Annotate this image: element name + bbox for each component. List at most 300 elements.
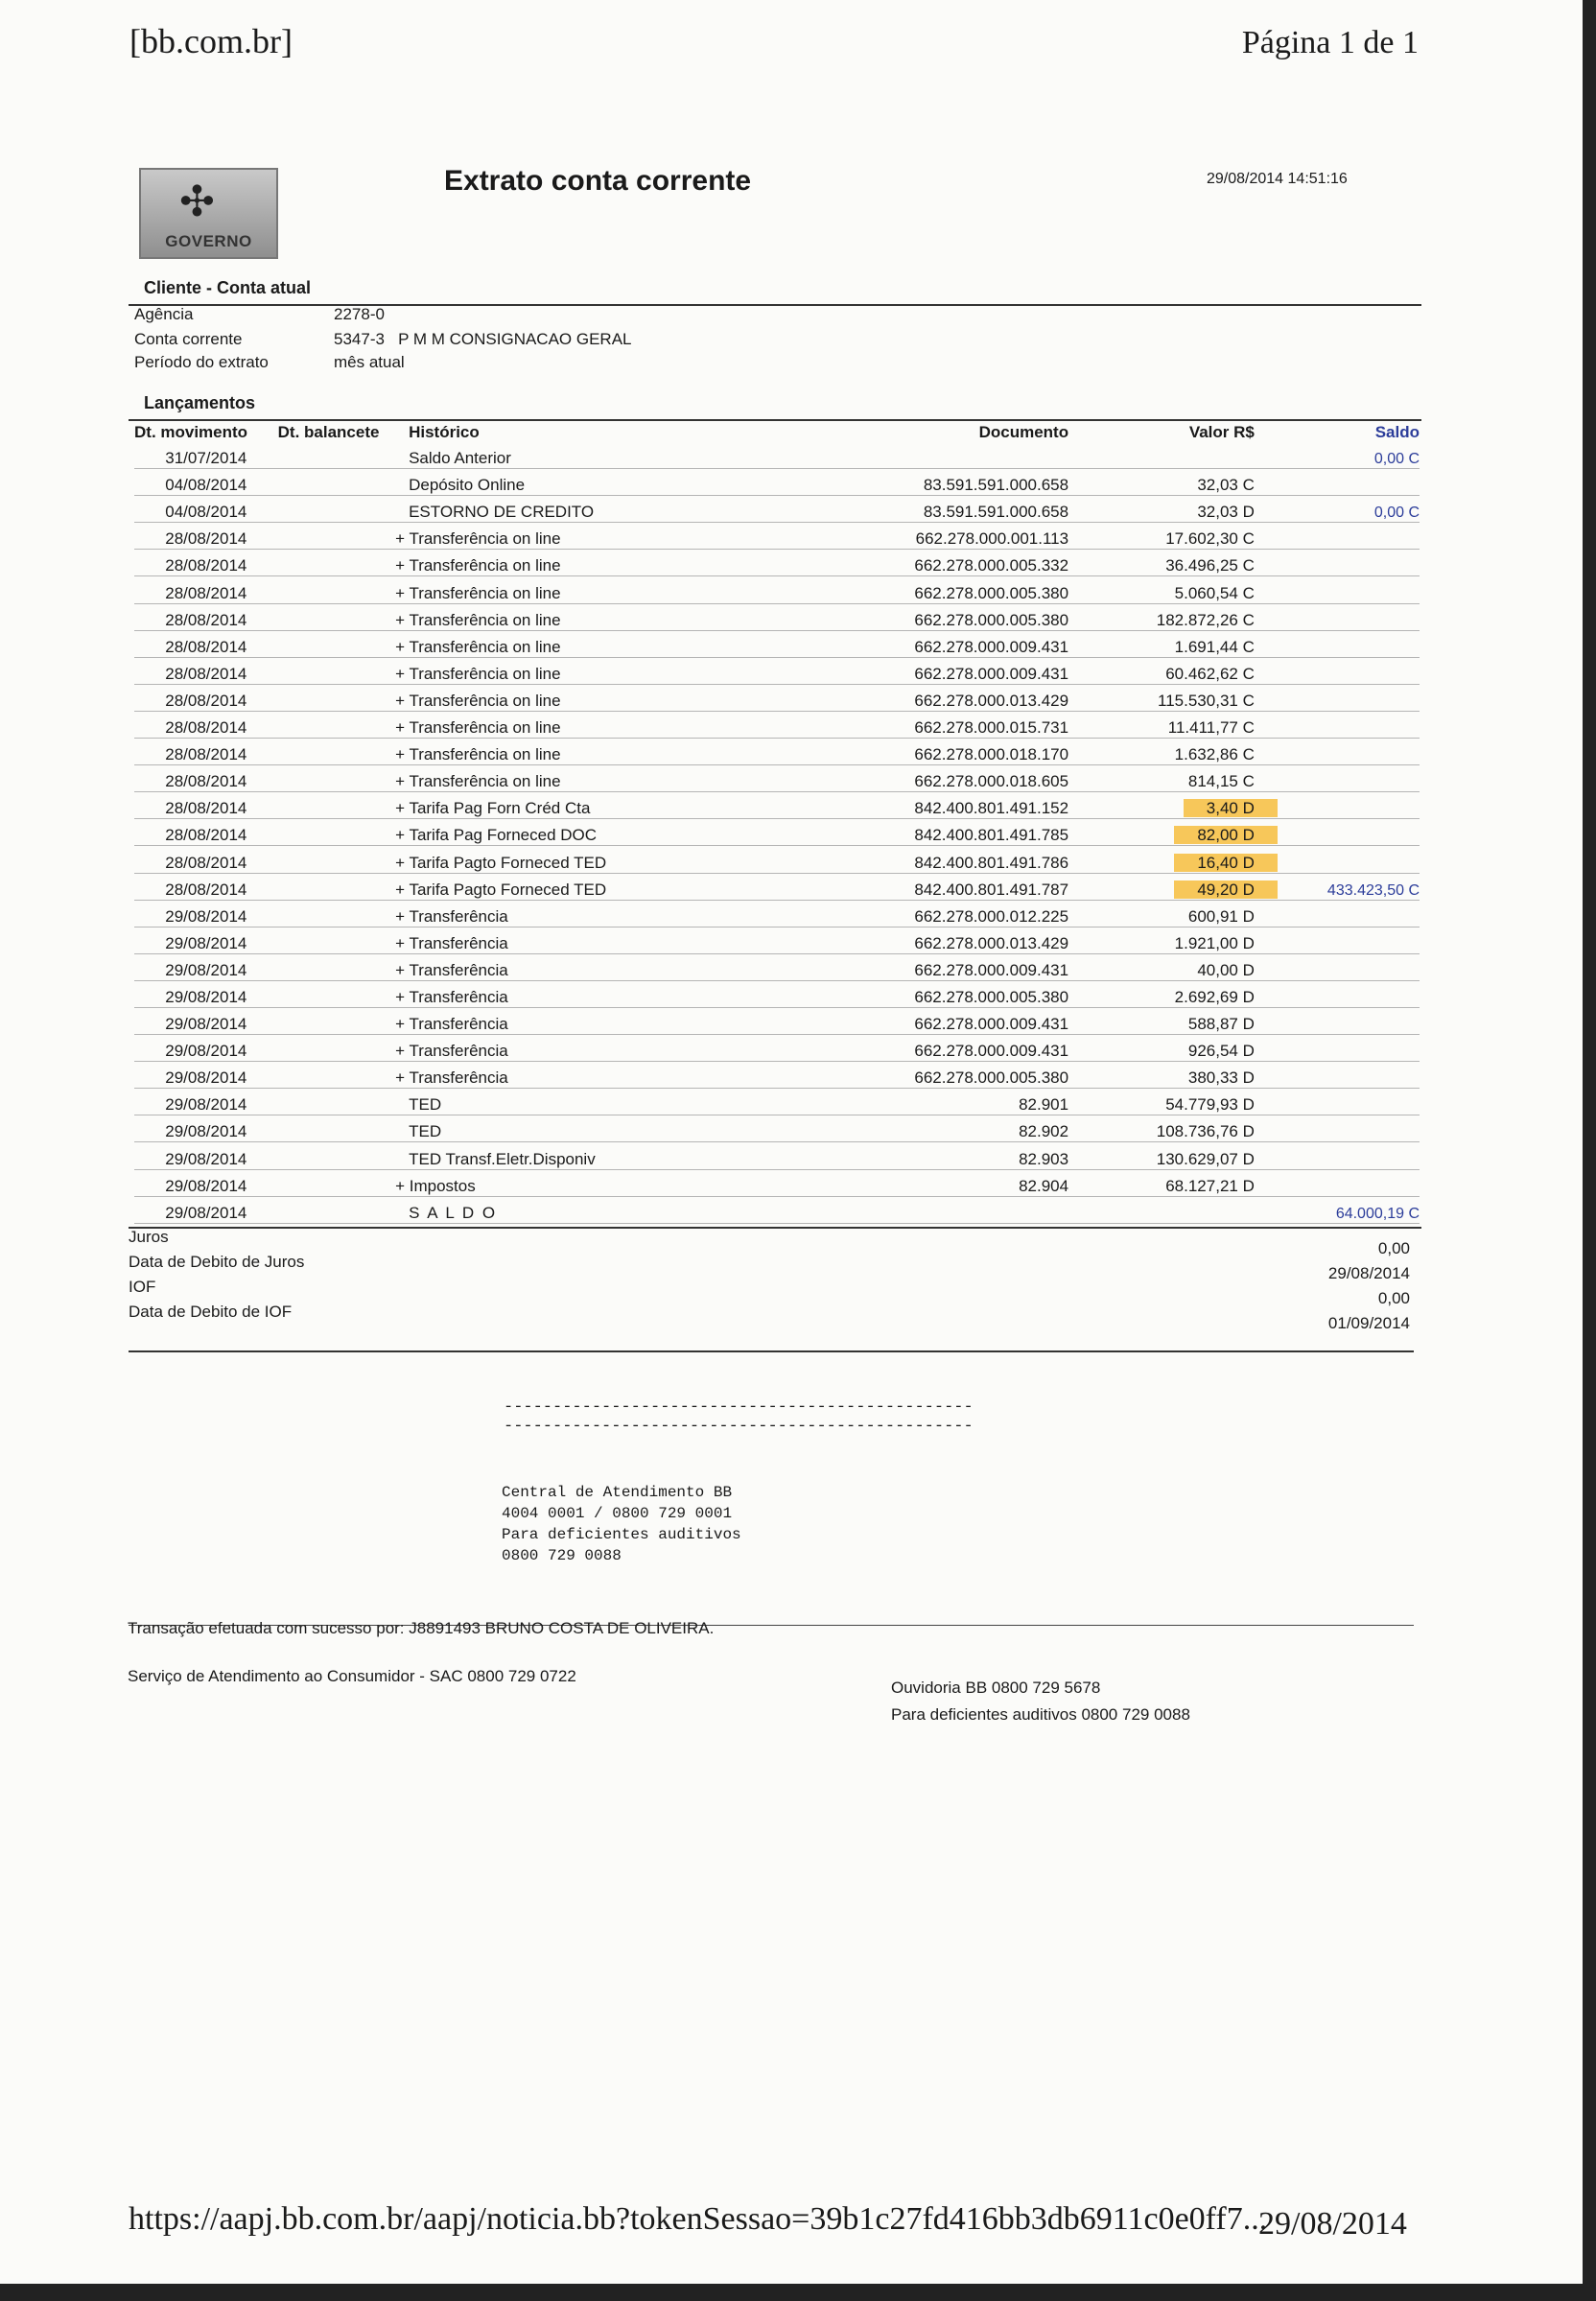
- cell-saldo: [1278, 765, 1420, 792]
- cell-valor-text: [1255, 449, 1278, 467]
- cliente-section-title: Cliente - Conta atual: [144, 278, 312, 297]
- cell-documento-text: 842.400.801.491.152: [914, 799, 1069, 818]
- cell-documento-text: 662.278.000.018.170: [914, 745, 1069, 764]
- cell-dt-movimento: [134, 927, 278, 953]
- cell-valor-text: 36.496,25 C: [1165, 556, 1255, 575]
- cell-valor-text: 3,40 D: [1184, 799, 1278, 817]
- cell-saldo: [1278, 1169, 1420, 1196]
- col-documento: Documento: [978, 423, 1069, 441]
- cell-dt-balancete: [278, 576, 395, 603]
- cell-valor: [1068, 576, 1278, 603]
- cell-valor-text: 1.691,44 C: [1174, 637, 1255, 656]
- cell-dt-movimento-text: 29/08/2014: [165, 1122, 247, 1141]
- table-row: [134, 1035, 1420, 1062]
- table-row: [134, 1196, 1420, 1223]
- table-row: [134, 792, 1420, 819]
- cell-saldo: [1278, 819, 1420, 846]
- cell-dt-movimento: [134, 603, 278, 630]
- cell-dt-movimento: [134, 792, 278, 819]
- data-debito-iof-label: Data de Debito de IOF: [129, 1303, 293, 1321]
- cell-historico: [395, 819, 852, 846]
- cell-saldo: [1278, 603, 1420, 630]
- cell-historico-text: + Tarifa Pag Forneced DOC: [395, 826, 598, 845]
- cell-documento-text: 662.278.000.009.431: [914, 1042, 1069, 1061]
- cell-dt-balancete: [278, 792, 395, 819]
- cell-dt-balancete: [278, 1196, 395, 1223]
- cell-valor-text: [1255, 1204, 1278, 1222]
- cell-documento: [852, 576, 1068, 603]
- cell-dt-balancete: [278, 739, 395, 765]
- cell-dt-movimento-text: 28/08/2014: [165, 799, 247, 818]
- cell-dt-movimento-text: 29/08/2014: [165, 1176, 247, 1195]
- cell-dt-balancete: [278, 1169, 395, 1196]
- cell-documento-text: 662.278.000.018.605: [914, 772, 1069, 791]
- cell-dt-movimento: [134, 765, 278, 792]
- cell-saldo: [1278, 980, 1420, 1007]
- cell-valor-text: 130.629,07 D: [1156, 1149, 1255, 1168]
- cell-documento-text: 842.400.801.491.786: [914, 853, 1069, 872]
- cell-historico: [395, 630, 852, 657]
- cell-dt-movimento: [134, 1196, 278, 1223]
- table-row: [134, 739, 1420, 765]
- col-dt-movimento: Dt. movimento: [134, 423, 248, 441]
- cell-dt-movimento-text: 29/08/2014: [165, 933, 247, 952]
- cell-dt-balancete: [278, 1115, 395, 1142]
- cell-valor: [1068, 1169, 1278, 1196]
- cell-historico: [395, 1196, 852, 1223]
- cell-dt-movimento: [134, 576, 278, 603]
- cell-documento: [852, 1115, 1068, 1142]
- cell-dt-movimento: [134, 1115, 278, 1142]
- cell-documento-text: 83.591.591.000.658: [923, 503, 1069, 522]
- cell-documento-text: 82.902: [1019, 1122, 1069, 1141]
- cell-saldo: [1278, 496, 1420, 523]
- conta-value: 5347-3 P M M CONSIGNACAO GERAL: [334, 330, 632, 348]
- cell-historico: [395, 765, 852, 792]
- cell-valor-text: 54.779,93 D: [1165, 1095, 1255, 1115]
- cell-historico: [395, 684, 852, 711]
- cell-historico-text: + Transferência: [395, 1042, 508, 1061]
- cell-valor: [1068, 1007, 1278, 1034]
- cell-dt-movimento-text: 28/08/2014: [165, 853, 247, 872]
- cell-dt-movimento-text: 28/08/2014: [165, 529, 247, 549]
- cell-dt-movimento-text: 29/08/2014: [165, 906, 247, 926]
- cell-documento-text: 662.278.000.005.380: [914, 583, 1069, 602]
- cell-dt-movimento: [134, 1062, 278, 1089]
- cell-saldo: [1278, 442, 1420, 469]
- table-row: [134, 953, 1420, 980]
- cell-dt-balancete: [278, 469, 395, 496]
- cell-historico-text: + Transferência on line: [395, 718, 561, 738]
- cell-dt-movimento-text: 28/08/2014: [165, 745, 247, 764]
- cell-dt-balancete: [278, 953, 395, 980]
- cell-saldo: [1278, 684, 1420, 711]
- table-row: [134, 684, 1420, 711]
- cell-saldo: [1278, 1196, 1420, 1223]
- cell-documento: [852, 550, 1068, 576]
- cell-documento: [852, 1035, 1068, 1062]
- periodo-value: mês atual: [334, 353, 405, 371]
- scan-border-bottom: [0, 2284, 1596, 2301]
- cell-valor-text: 16,40 D: [1174, 854, 1278, 872]
- cell-dt-balancete: [278, 1089, 395, 1115]
- cell-documento: [852, 711, 1068, 738]
- cell-dt-balancete: [278, 603, 395, 630]
- section-divider: [129, 1350, 1414, 1352]
- cell-valor-text: 60.462,62 C: [1165, 664, 1255, 683]
- dashed-separator: ------------------------------------------------: [504, 1398, 974, 1417]
- cell-documento: [852, 1196, 1068, 1223]
- cell-dt-movimento: [134, 1142, 278, 1169]
- cell-saldo: [1278, 550, 1420, 576]
- data-debito-iof-value: 01/09/2014: [1327, 1314, 1410, 1332]
- cell-valor: [1068, 1062, 1278, 1089]
- cell-documento-text: 662.278.000.012.225: [914, 906, 1069, 926]
- cell-dt-movimento-text: 28/08/2014: [165, 583, 247, 602]
- cell-dt-movimento: [134, 496, 278, 523]
- cell-historico: [395, 442, 852, 469]
- cell-valor: [1068, 496, 1278, 523]
- table-row: [134, 469, 1420, 496]
- cell-documento-text: 842.400.801.491.787: [914, 880, 1069, 899]
- ouvidoria-line: Ouvidoria BB 0800 729 5678: [891, 1679, 1101, 1697]
- col-saldo: Saldo: [1374, 423, 1420, 441]
- cell-documento: [852, 819, 1068, 846]
- cell-saldo: [1278, 657, 1420, 684]
- cell-documento: [852, 792, 1068, 819]
- cell-historico: [395, 576, 852, 603]
- cell-historico: [395, 657, 852, 684]
- cell-valor: [1068, 765, 1278, 792]
- cell-valor: [1068, 550, 1278, 576]
- cell-saldo: [1278, 1089, 1420, 1115]
- cell-saldo: [1278, 576, 1420, 603]
- cell-valor: [1068, 900, 1278, 927]
- cell-historico: [395, 711, 852, 738]
- table-row: [134, 873, 1420, 900]
- cell-dt-movimento-text: 28/08/2014: [165, 826, 247, 845]
- ouvidoria-accessibility-line: Para deficientes auditivos 0800 729 0088: [891, 1705, 1190, 1724]
- cell-documento: [852, 1169, 1068, 1196]
- cell-documento: [852, 523, 1068, 550]
- cell-valor-text: 49,20 D: [1174, 880, 1278, 899]
- cell-saldo: [1278, 900, 1420, 927]
- cell-documento-text: 662.278.000.009.431: [914, 664, 1069, 683]
- cell-dt-movimento: [134, 1007, 278, 1034]
- cell-historico-text: + Transferência on line: [395, 691, 561, 710]
- cell-historico-text: + Transferência on line: [395, 583, 561, 602]
- cell-dt-movimento: [134, 980, 278, 1007]
- cell-valor: [1068, 442, 1278, 469]
- cell-documento-text: 662.278.000.013.429: [914, 691, 1069, 710]
- table-row: [134, 980, 1420, 1007]
- cell-valor: [1068, 739, 1278, 765]
- cell-historico: [395, 523, 852, 550]
- footer-date: 29/08/2014: [1258, 2206, 1407, 2242]
- cell-documento-text: 662.278.000.005.332: [914, 556, 1069, 575]
- cell-historico-text: + Transferência: [395, 1015, 508, 1034]
- cell-saldo: [1278, 846, 1420, 873]
- table-row: [134, 765, 1420, 792]
- cell-dt-balancete: [278, 873, 395, 900]
- cell-dt-movimento: [134, 873, 278, 900]
- table-row: [134, 1062, 1420, 1089]
- cell-dt-movimento-text: 31/07/2014: [165, 449, 247, 468]
- cell-valor-text: 115.530,31 C: [1158, 691, 1255, 710]
- cell-historico-text: TED: [409, 1095, 442, 1115]
- cell-dt-movimento-text: 28/08/2014: [165, 637, 247, 656]
- table-row: [134, 1142, 1420, 1169]
- cell-historico: [395, 739, 852, 765]
- cell-saldo: [1278, 1035, 1420, 1062]
- table-row: [134, 1089, 1420, 1115]
- table-row: [134, 496, 1420, 523]
- cell-documento-text: 662.278.000.009.431: [914, 1015, 1069, 1034]
- data-debito-juros-label: Data de Debito de Juros: [129, 1253, 305, 1271]
- cell-historico-text: Depósito Online: [409, 476, 526, 495]
- cell-historico-text: + Transferência: [395, 987, 508, 1006]
- cell-historico: [395, 603, 852, 630]
- cell-valor: [1068, 630, 1278, 657]
- cell-dt-balancete: [278, 1142, 395, 1169]
- cell-documento: [852, 1062, 1068, 1089]
- cell-dt-movimento-text: 28/08/2014: [165, 718, 247, 738]
- cell-historico-text: + Transferência on line: [395, 556, 561, 575]
- cell-historico: [395, 1089, 852, 1115]
- cell-dt-movimento-text: 28/08/2014: [165, 556, 247, 575]
- cell-dt-balancete: [278, 846, 395, 873]
- central-atendimento: Central de Atendimento BB 4004 0001 / 0800 729 0001 Para deficientes auditivos 0800 729 0088: [502, 1484, 741, 1564]
- cell-valor-text: 32,03 C: [1197, 476, 1255, 495]
- cell-dt-movimento: [134, 711, 278, 738]
- cell-historico-text: + Transferência: [395, 1068, 508, 1088]
- cell-historico: [395, 1169, 852, 1196]
- browser-header-page-count: Página 1 de 1: [1241, 25, 1419, 60]
- cell-dt-movimento-text: 29/08/2014: [165, 987, 247, 1006]
- cell-valor-text: 40,00 D: [1197, 960, 1255, 979]
- cell-valor-text: 82,00 D: [1174, 826, 1278, 844]
- page-title: Extrato conta corrente: [444, 165, 752, 197]
- cell-valor-text: 588,87 D: [1187, 1015, 1255, 1034]
- cell-dt-movimento: [134, 630, 278, 657]
- cell-historico: [395, 1062, 852, 1089]
- cell-historico: [395, 496, 852, 523]
- cell-saldo: [1278, 523, 1420, 550]
- cell-dt-balancete: [278, 1035, 395, 1062]
- cell-dt-movimento-text: 29/08/2014: [165, 960, 247, 979]
- cell-historico: [395, 846, 852, 873]
- cell-valor: [1068, 873, 1278, 900]
- cell-valor-text: 182.872,26 C: [1156, 610, 1255, 629]
- cell-documento: [852, 657, 1068, 684]
- table-row: [134, 442, 1420, 469]
- cell-valor-text: 108.736,76 D: [1156, 1122, 1255, 1141]
- cell-historico: [395, 1115, 852, 1142]
- cell-documento: [852, 927, 1068, 953]
- cell-valor: [1068, 980, 1278, 1007]
- cell-historico: [395, 469, 852, 496]
- bank-logo: [139, 168, 278, 259]
- cell-valor-text: 2.692,69 D: [1174, 987, 1255, 1006]
- cell-dt-balancete: [278, 630, 395, 657]
- cell-valor-text: 600,91 D: [1187, 906, 1255, 926]
- table-row: [134, 603, 1420, 630]
- cell-dt-balancete: [278, 684, 395, 711]
- cell-historico: [395, 980, 852, 1007]
- cell-historico: [395, 792, 852, 819]
- cell-dt-movimento-text: 04/08/2014: [165, 476, 247, 495]
- col-valor: Valor R$: [1188, 423, 1255, 441]
- table-row: [134, 576, 1420, 603]
- cell-valor: [1068, 657, 1278, 684]
- cell-valor: [1068, 603, 1278, 630]
- cell-historico: [395, 1007, 852, 1034]
- cell-dt-balancete: [278, 765, 395, 792]
- cell-valor: [1068, 1035, 1278, 1062]
- cell-documento: [852, 1007, 1068, 1034]
- bb-logo-icon: ✣: [179, 178, 215, 225]
- table-header-row: [134, 423, 1420, 442]
- cell-documento-text: 83.591.591.000.658: [923, 476, 1069, 495]
- table-row: [134, 819, 1420, 846]
- cell-historico-text: + Transferência: [395, 906, 508, 926]
- cell-dt-balancete: [278, 711, 395, 738]
- cell-saldo: [1278, 739, 1420, 765]
- cell-valor-text: 32,03 D: [1197, 503, 1255, 522]
- cell-saldo: [1278, 792, 1420, 819]
- cell-historico: [395, 1035, 852, 1062]
- scan-border-right: [1583, 0, 1596, 2301]
- cell-documento-text: 662.278.000.013.429: [914, 933, 1069, 952]
- table-row: [134, 1169, 1420, 1196]
- cell-documento: [852, 630, 1068, 657]
- cell-historico-text: S A L D O: [409, 1203, 498, 1222]
- cell-dt-movimento: [134, 442, 278, 469]
- table-row: [134, 846, 1420, 873]
- cell-dt-movimento-text: 29/08/2014: [165, 1149, 247, 1168]
- cell-documento: [852, 442, 1068, 469]
- cell-dt-balancete: [278, 980, 395, 1007]
- cell-documento: [852, 739, 1068, 765]
- cell-dt-movimento: [134, 1089, 278, 1115]
- cell-documento: [852, 469, 1068, 496]
- cell-dt-movimento-text: 28/08/2014: [165, 772, 247, 791]
- dashed-separator: ------------------------------------------------: [504, 1418, 974, 1436]
- browser-header-site: [bb.com.br]: [129, 22, 293, 60]
- cell-saldo-text: 433.423,50 C: [1326, 881, 1420, 899]
- iof-label: IOF: [129, 1278, 156, 1296]
- juros-label: Juros: [129, 1228, 169, 1246]
- cell-documento-text: 662.278.000.005.380: [914, 610, 1069, 629]
- cell-documento-text: 662.278.000.005.380: [914, 987, 1069, 1006]
- cell-documento-text: 662.278.000.005.380: [914, 1068, 1069, 1088]
- cell-historico-text: + Transferência on line: [395, 664, 561, 683]
- cell-historico: [395, 927, 852, 953]
- cell-historico-text: + Transferência: [395, 933, 508, 952]
- transactions-body: [134, 442, 1420, 1223]
- cell-saldo: [1278, 711, 1420, 738]
- lancamentos-section-title: Lançamentos: [144, 393, 256, 412]
- cell-documento-text: 82.903: [1019, 1149, 1069, 1168]
- cell-dt-balancete: [278, 927, 395, 953]
- cell-saldo: [1278, 1007, 1420, 1034]
- cell-valor: [1068, 927, 1278, 953]
- cell-dt-balancete: [278, 900, 395, 927]
- section-divider: [129, 1227, 1421, 1229]
- cell-documento: [852, 765, 1068, 792]
- cell-valor: [1068, 819, 1278, 846]
- cell-valor: [1068, 1196, 1278, 1223]
- table-row: [134, 711, 1420, 738]
- cell-valor: [1068, 523, 1278, 550]
- cell-historico-text: + Transferência on line: [395, 610, 561, 629]
- cell-dt-movimento: [134, 550, 278, 576]
- agencia-label: Agência: [134, 305, 194, 323]
- cell-dt-movimento: [134, 846, 278, 873]
- cell-historico: [395, 550, 852, 576]
- cell-historico-text: ESTORNO DE CREDITO: [409, 503, 595, 522]
- cell-dt-movimento: [134, 953, 278, 980]
- cell-historico: [395, 953, 852, 980]
- table-row: [134, 1115, 1420, 1142]
- cell-documento: [852, 873, 1068, 900]
- cell-dt-balancete: [278, 523, 395, 550]
- cell-saldo: [1278, 927, 1420, 953]
- footer-url: https://aapj.bb.com.br/aapj/noticia.bb?tokenSessao=39b1c27fd416bb3db6911c0e0ff7...: [129, 2201, 1268, 2237]
- cell-documento: [852, 846, 1068, 873]
- cell-saldo: [1278, 1142, 1420, 1169]
- cell-documento: [852, 684, 1068, 711]
- cell-valor: [1068, 469, 1278, 496]
- transaction-confirmation: Transação efetuada com sucesso por: J8891493 BRUNO COSTA DE OLIVEIRA.: [128, 1619, 715, 1637]
- cell-historico-text: + Transferência on line: [395, 745, 561, 764]
- iof-value: 0,00: [1377, 1289, 1410, 1307]
- cell-dt-movimento-text: 29/08/2014: [165, 1095, 247, 1115]
- cell-documento-text: 842.400.801.491.785: [914, 826, 1069, 845]
- cell-dt-movimento-text: 04/08/2014: [165, 503, 247, 522]
- sac-contact: Serviço de Atendimento ao Consumidor - SAC 0800 729 0722: [128, 1667, 576, 1685]
- cell-valor: [1068, 953, 1278, 980]
- transactions-table: [134, 423, 1420, 1224]
- cell-documento: [852, 980, 1068, 1007]
- cell-documento: [852, 1089, 1068, 1115]
- cell-documento-text: 662.278.000.015.731: [914, 718, 1069, 738]
- cell-historico-text: + Transferência: [395, 960, 508, 979]
- generated-timestamp: 29/08/2014 14:51:16: [1207, 171, 1348, 187]
- cell-documento: [852, 1142, 1068, 1169]
- cell-documento-text: 662.278.000.001.113: [915, 529, 1069, 549]
- cell-valor: [1068, 1089, 1278, 1115]
- cell-documento-text: 662.278.000.009.431: [914, 637, 1069, 656]
- cell-valor-text: 926,54 D: [1187, 1042, 1255, 1061]
- cell-dt-balancete: [278, 1062, 395, 1089]
- cell-valor-text: 814,15 C: [1187, 772, 1255, 791]
- cell-dt-movimento-text: 28/08/2014: [165, 664, 247, 683]
- cell-documento-text: 82.901: [1019, 1095, 1069, 1115]
- cell-dt-movimento: [134, 819, 278, 846]
- cell-dt-movimento: [134, 739, 278, 765]
- cell-dt-balancete: [278, 657, 395, 684]
- cell-valor-text: 5.060,54 C: [1174, 583, 1255, 602]
- cell-saldo: [1278, 1062, 1420, 1089]
- cell-dt-balancete: [278, 819, 395, 846]
- cell-saldo: [1278, 630, 1420, 657]
- table-row: [134, 550, 1420, 576]
- cell-dt-balancete: [278, 550, 395, 576]
- cell-valor: [1068, 1142, 1278, 1169]
- table-row: [134, 927, 1420, 953]
- cell-historico-text: + Transferência on line: [395, 772, 561, 791]
